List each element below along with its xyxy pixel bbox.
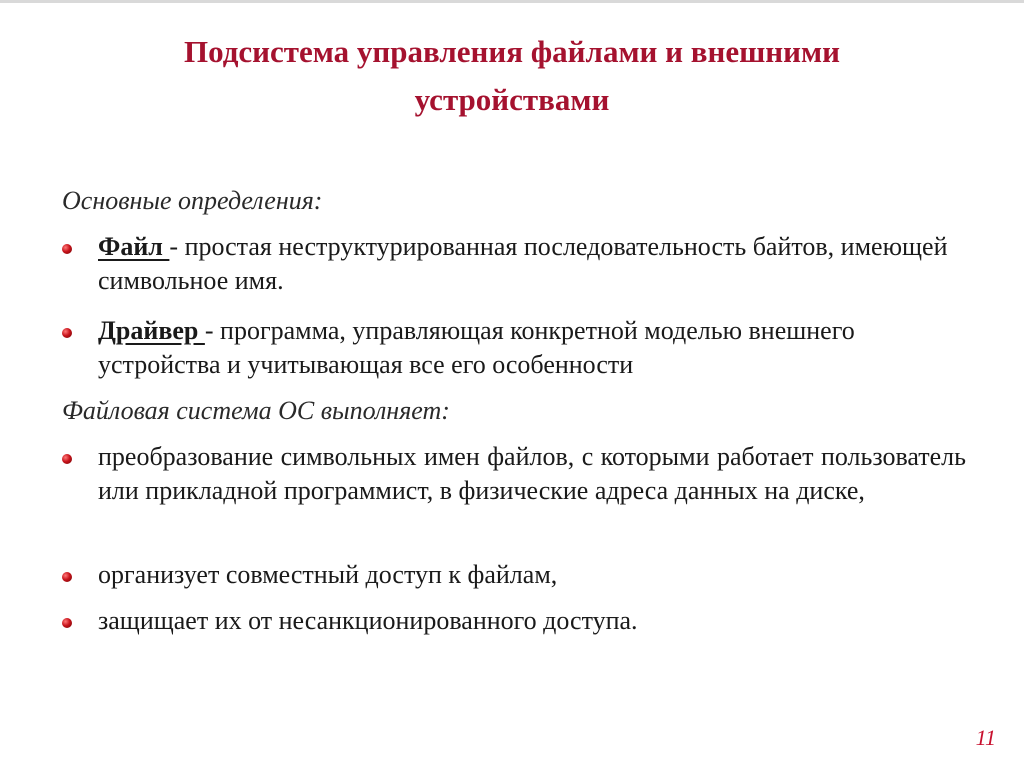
page-number: 11 (975, 725, 996, 750)
bullet-icon (62, 618, 72, 628)
bullet-icon (62, 454, 72, 464)
definition-term: Драйвер (98, 316, 205, 345)
definition-description: - программа, управляющая конкретной моделью внешнего устройства и учитывающая все его особенности (98, 316, 855, 379)
slide-title-line-2: устройствами (414, 82, 610, 117)
bullet-icon (62, 572, 72, 582)
definitions-heading: Основные определения: (62, 186, 323, 215)
definition-text (98, 314, 966, 382)
bullet-icon (62, 244, 72, 254)
filesystem-item-text: защищает их от несанкционированного доступа. (98, 606, 638, 635)
slide-title-line-1: Подсистема управления файлами и внешними (183, 34, 841, 69)
filesystem-item-text: преобразование символьных имен файлов, с которыми работает пользователь или прикладной программист, в физические адреса данных на диске, (98, 442, 966, 505)
filesystem-heading: Файловая система ОС выполняет: (62, 396, 450, 425)
definition-text (98, 230, 966, 298)
definition-term: Файл (98, 232, 170, 261)
filesystem-item-text: организует совместный доступ к файлам, (98, 560, 558, 589)
bullet-icon (62, 328, 72, 338)
definition-description: - простая неструктурированная последовательность байтов, имеющей символьное имя. (98, 232, 948, 295)
